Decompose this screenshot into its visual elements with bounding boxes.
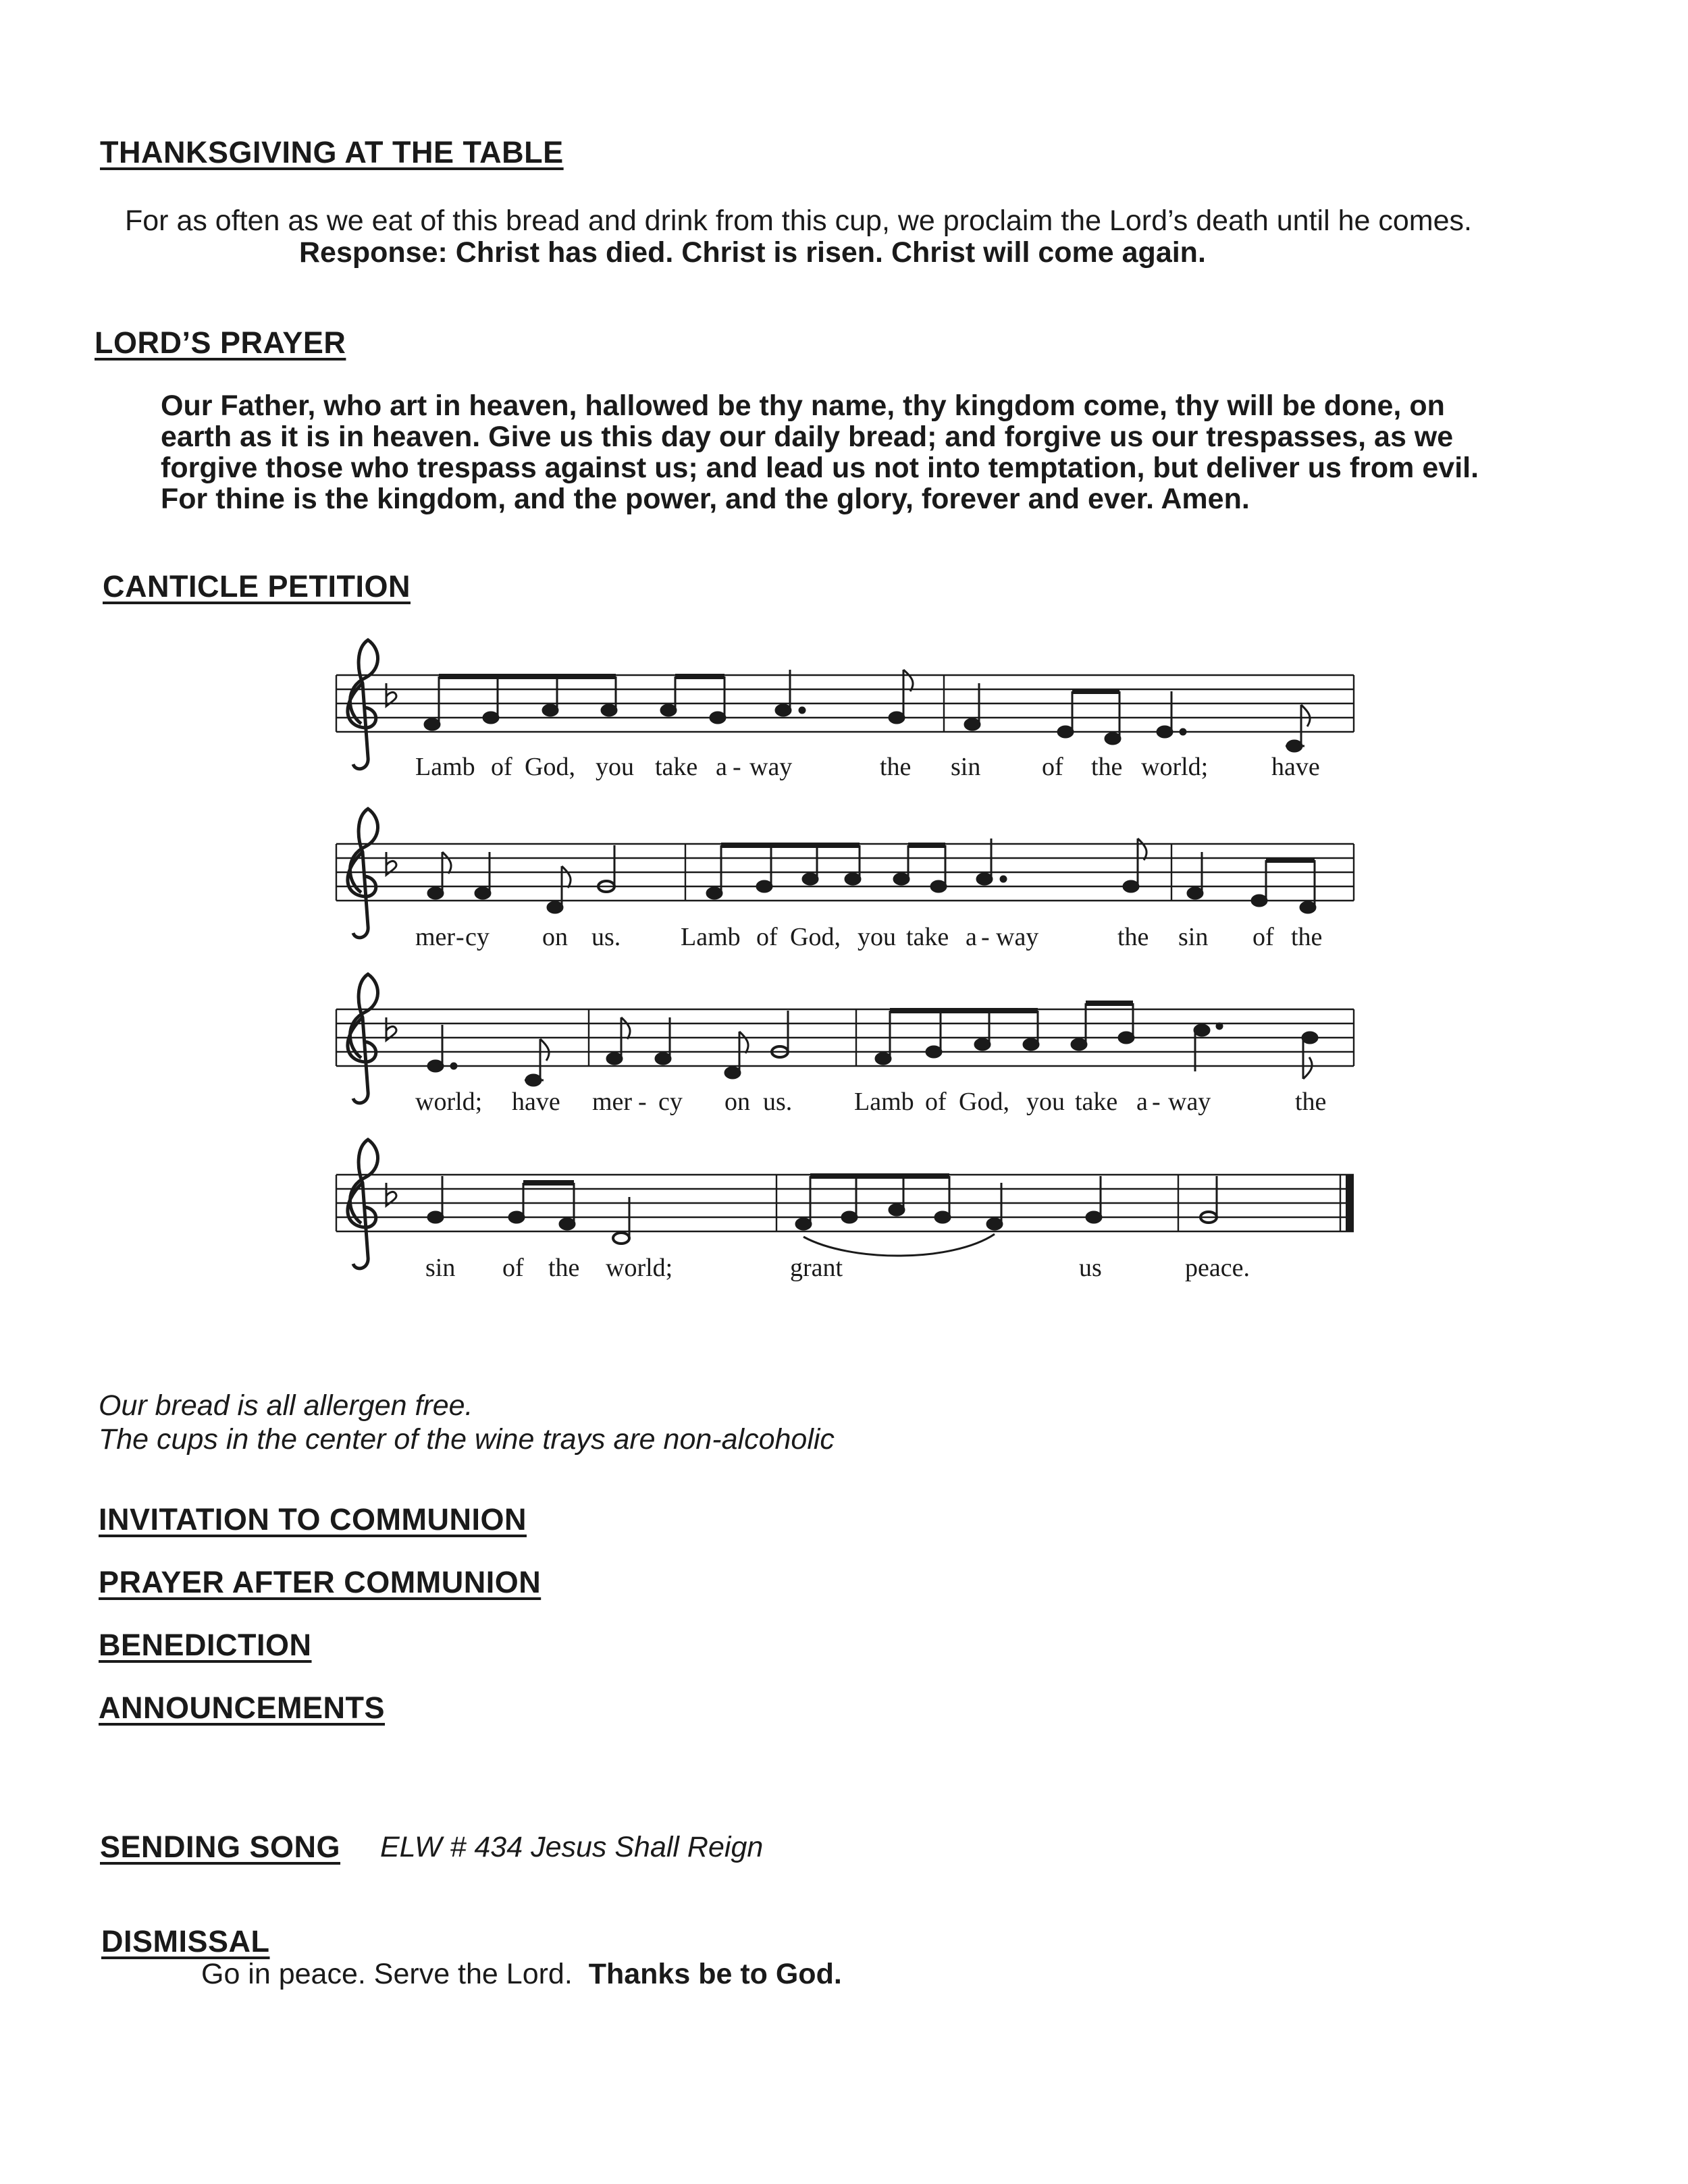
allergen-note: Our bread is all allergen free. bbox=[99, 1389, 473, 1422]
sheet-music bbox=[0, 635, 1688, 1310]
prayer-line: For thine is the kingdom, and the power, and the glory, forever and ever. Amen. bbox=[161, 483, 1250, 515]
lyric: you bbox=[596, 753, 634, 781]
lyric: the bbox=[1091, 753, 1123, 781]
lyric: of bbox=[502, 1254, 524, 1282]
dismissal-response: Thanks be to God. bbox=[588, 1958, 842, 1990]
lyric: on bbox=[542, 923, 568, 951]
lyric: of bbox=[1042, 753, 1063, 781]
thanksgiving-text: For as often as we eat of this bread and drink from this cup, we proclaim the Lord’s death until he comes. bbox=[125, 205, 1472, 237]
lyric: a bbox=[966, 923, 977, 951]
lords-prayer-text bbox=[161, 390, 1579, 514]
lyric: of bbox=[1252, 923, 1274, 951]
lyric: sin bbox=[1178, 923, 1209, 951]
thanksgiving-heading: THANKSGIVING AT THE TABLE bbox=[100, 135, 564, 169]
lyric: world; bbox=[606, 1254, 673, 1282]
lyric: the bbox=[1295, 1088, 1327, 1116]
lyric: take bbox=[1075, 1088, 1118, 1116]
canticle-heading: CANTICLE PETITION bbox=[103, 569, 411, 604]
dismissal-heading: DISMISSAL bbox=[101, 1924, 270, 1959]
lyric: world; bbox=[415, 1088, 483, 1116]
lyric: us bbox=[1079, 1254, 1102, 1282]
benediction-heading: BENEDICTION bbox=[99, 1628, 312, 1662]
lords-prayer-heading: LORD’S PRAYER bbox=[95, 325, 346, 360]
lyric: God, bbox=[959, 1088, 1009, 1116]
lyric: of bbox=[925, 1088, 947, 1116]
staff-system-3 bbox=[336, 974, 1354, 1116]
lyric: a bbox=[1136, 1088, 1148, 1116]
lyric: peace. bbox=[1185, 1254, 1250, 1282]
lyric: the bbox=[548, 1254, 580, 1282]
lyric: have bbox=[1271, 753, 1320, 781]
wine-note: The cups in the center of the wine trays are non-alcoholic bbox=[99, 1423, 835, 1456]
lyric: cy bbox=[465, 923, 490, 951]
prayer-line: earth as it is in heaven. Give us this day our daily bread; and forgive us our trespasses, as we bbox=[161, 421, 1454, 453]
lyric: Lamb bbox=[681, 923, 741, 951]
thanksgiving-response: Response: Christ has died. Christ is risen. Christ will come again. bbox=[299, 236, 1206, 269]
lyric: God, bbox=[790, 923, 841, 951]
lyric: God, bbox=[525, 753, 575, 781]
lyric: Lamb bbox=[854, 1088, 914, 1116]
lyric: way bbox=[749, 753, 793, 781]
lyric: sin bbox=[951, 753, 981, 781]
lyric: world; bbox=[1141, 753, 1209, 781]
staff-system-1 bbox=[336, 640, 1354, 781]
lyric: the bbox=[1291, 923, 1323, 951]
staff-system-2 bbox=[336, 809, 1354, 951]
lyric: us. bbox=[591, 923, 621, 951]
lyric: the bbox=[880, 753, 912, 781]
prayer-line: forgive those who trespass against us; and lead us not into temptation, but deliver us from evil. bbox=[161, 452, 1479, 484]
lyric: of bbox=[491, 753, 512, 781]
lyric: way bbox=[996, 923, 1039, 951]
lyric: you bbox=[1026, 1088, 1065, 1116]
prayer-after-heading: PRAYER AFTER COMMUNION bbox=[99, 1565, 542, 1599]
lyric: - bbox=[733, 753, 741, 781]
lyric: us. bbox=[763, 1088, 793, 1116]
lyric: on bbox=[724, 1088, 750, 1116]
lyric: - bbox=[456, 923, 465, 951]
lyric: - bbox=[1152, 1088, 1161, 1116]
lyric: way bbox=[1168, 1088, 1211, 1116]
lyric: - bbox=[638, 1088, 647, 1116]
lyric: grant bbox=[790, 1254, 843, 1282]
lyric: have bbox=[512, 1088, 560, 1116]
lyric: you bbox=[858, 923, 896, 951]
staff-system-4 bbox=[336, 1140, 1354, 1282]
lyric: Lamb bbox=[415, 753, 475, 781]
sending-song-heading: SENDING SONG bbox=[100, 1830, 341, 1864]
lyric: sin bbox=[425, 1254, 456, 1282]
lyric: take bbox=[655, 753, 698, 781]
dismissal-text: Go in peace. Serve the Lord. bbox=[201, 1958, 573, 1990]
lyric: a bbox=[716, 753, 727, 781]
lyric: the bbox=[1117, 923, 1149, 951]
invitation-heading: INVITATION TO COMMUNION bbox=[99, 1502, 527, 1537]
lyric: cy bbox=[658, 1088, 683, 1116]
lyric: mer bbox=[592, 1088, 633, 1116]
lyric: take bbox=[906, 923, 949, 951]
lyric: of bbox=[756, 923, 778, 951]
lyric: - bbox=[981, 923, 990, 951]
announcements-heading: ANNOUNCEMENTS bbox=[99, 1690, 386, 1725]
prayer-line: Our Father, who art in heaven, hallowed be thy name, thy kingdom come, thy will be done, on bbox=[161, 390, 1445, 422]
sending-song-hymn: ELW # 434 Jesus Shall Reign bbox=[380, 1831, 764, 1863]
dismissal-line bbox=[201, 1958, 842, 1991]
lyric: mer bbox=[415, 923, 456, 951]
